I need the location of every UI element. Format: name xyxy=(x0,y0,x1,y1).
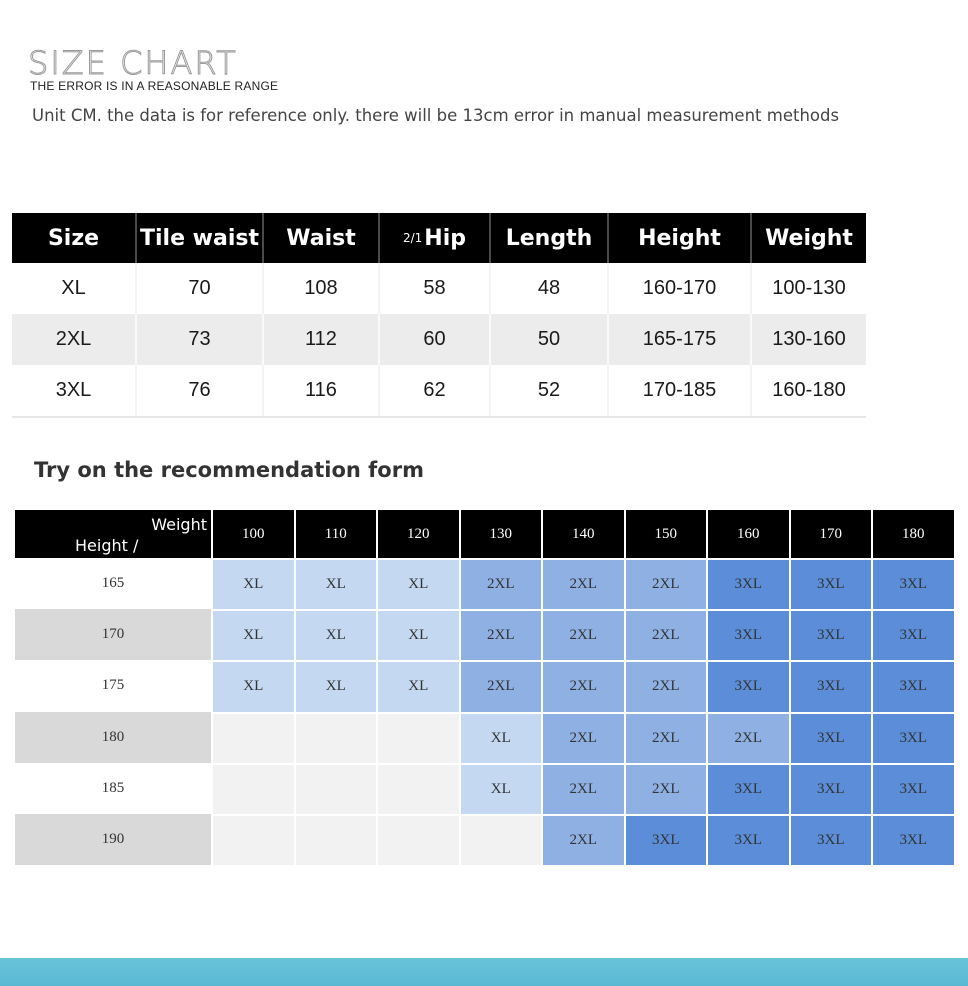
size-recommendation-cell: 2XL xyxy=(706,712,789,763)
table-cell: 165-175 xyxy=(609,314,752,365)
col-header-height: Height xyxy=(609,213,752,263)
height-row-label: 180 xyxy=(15,712,211,763)
size-recommendation-cell: XL xyxy=(211,609,294,660)
size-recommendation-cell: 2XL xyxy=(541,763,624,814)
height-row-label: 170 xyxy=(15,609,211,660)
size-recommendation-cell: 2XL xyxy=(541,609,624,660)
size-recommendation-cell: XL xyxy=(376,609,459,660)
table-cell: 116 xyxy=(264,365,380,416)
size-chart-header xyxy=(28,44,279,93)
size-recommendation-cell: 3XL xyxy=(789,763,872,814)
size-recommendation-cell: 3XL xyxy=(871,814,954,865)
size-recommendation-cell: 2XL xyxy=(541,558,624,609)
col-header-hip xyxy=(380,213,491,263)
table-row xyxy=(12,314,866,365)
size-recommendation-cell: XL xyxy=(211,558,294,609)
size-recommendation-cell xyxy=(376,712,459,763)
weight-header-cell: 100 xyxy=(211,510,294,558)
size-recommendation-cell: 3XL xyxy=(871,609,954,660)
table-cell: 50 xyxy=(491,314,609,365)
table-cell: 160-180 xyxy=(772,379,846,401)
measurement-note: Unit CM. the data is for reference only. there will be 13cm error in manual measurement methods xyxy=(32,106,840,125)
weight-header-cell: 170 xyxy=(789,510,872,558)
height-row-label: 165 xyxy=(15,558,211,609)
table-cell: 108 xyxy=(264,263,380,314)
recommendation-grid xyxy=(15,510,954,865)
size-recommendation-cell: 2XL xyxy=(624,660,707,711)
size-recommendation-cell: 3XL xyxy=(871,558,954,609)
weight-header-cell: 160 xyxy=(706,510,789,558)
table-cell: 130-160 xyxy=(772,328,846,350)
weight-header-cell: 130 xyxy=(459,510,542,558)
size-recommendation-cell: 2XL xyxy=(541,660,624,711)
size-recommendation-cell: 3XL xyxy=(789,558,872,609)
size-table-header xyxy=(12,213,866,263)
size-recommendation-cell: XL xyxy=(294,660,377,711)
table-cell: 70 xyxy=(137,263,264,314)
size-recommendation-cell: 3XL xyxy=(871,763,954,814)
size-recommendation-cell xyxy=(294,763,377,814)
recommendation-title: Try on the recommendation form xyxy=(34,458,424,482)
table-cell: 170-185 xyxy=(609,365,752,416)
table-cell: 3XL xyxy=(12,365,137,416)
size-recommendation-cell: 2XL xyxy=(624,763,707,814)
weight-header-cell: 140 xyxy=(541,510,624,558)
table-divider xyxy=(12,416,866,418)
size-recommendation-cell: 3XL xyxy=(706,814,789,865)
weight-header-cell: 110 xyxy=(294,510,377,558)
bottom-band xyxy=(0,958,968,986)
size-recommendation-cell xyxy=(211,763,294,814)
size-table xyxy=(12,213,866,418)
table-cell: 73 xyxy=(137,314,264,365)
table-cell: 62 xyxy=(380,365,491,416)
col-header-tile-waist: Tile waist xyxy=(137,213,264,263)
size-recommendation-cell xyxy=(376,763,459,814)
table-row xyxy=(12,263,866,314)
size-recommendation-cell: 3XL xyxy=(706,763,789,814)
size-recommendation-cell: XL xyxy=(294,558,377,609)
hip-prefix: 2/1 xyxy=(402,231,423,245)
weight-axis-label: Weight xyxy=(151,515,207,534)
size-recommendation-cell: XL xyxy=(459,763,542,814)
size-recommendation-cell: 2XL xyxy=(624,712,707,763)
table-row xyxy=(12,365,866,416)
size-recommendation-cell: 2XL xyxy=(624,609,707,660)
weight-header-cell: 150 xyxy=(624,510,707,558)
col-header-weight: Weight xyxy=(765,225,853,251)
size-recommendation-cell: XL xyxy=(294,609,377,660)
height-row-label: 175 xyxy=(15,660,211,711)
size-recommendation-cell: 2XL xyxy=(459,660,542,711)
col-header-length: Length xyxy=(491,213,609,263)
size-recommendation-cell: 3XL xyxy=(706,609,789,660)
height-axis-label: Height / xyxy=(75,536,139,555)
size-recommendation-cell: XL xyxy=(459,712,542,763)
table-cell: XL xyxy=(12,263,137,314)
height-row-label: 190 xyxy=(15,814,211,865)
size-recommendation-cell xyxy=(376,814,459,865)
size-recommendation-cell: 3XL xyxy=(706,660,789,711)
table-cell: 48 xyxy=(491,263,609,314)
size-recommendation-cell: 3XL xyxy=(789,814,872,865)
col-header-size: Size xyxy=(12,213,137,263)
grid-corner-header xyxy=(15,510,211,558)
table-cell: 112 xyxy=(264,314,380,365)
size-recommendation-cell: 2XL xyxy=(459,609,542,660)
size-recommendation-cell xyxy=(294,814,377,865)
size-recommendation-cell xyxy=(211,814,294,865)
size-recommendation-cell xyxy=(294,712,377,763)
page-title: SIZE CHART xyxy=(28,44,238,82)
size-recommendation-cell: XL xyxy=(211,660,294,711)
hip-label: Hip xyxy=(424,225,466,251)
size-recommendation-cell: 2XL xyxy=(541,814,624,865)
weight-header-cell: 120 xyxy=(376,510,459,558)
page-subtitle: THE ERROR IS IN A REASONABLE RANGE xyxy=(30,79,279,93)
size-recommendation-cell: XL xyxy=(376,558,459,609)
table-cell: 58 xyxy=(380,263,491,314)
size-recommendation-cell xyxy=(459,814,542,865)
size-recommendation-cell: 3XL xyxy=(706,558,789,609)
size-recommendation-cell: 3XL xyxy=(871,712,954,763)
size-recommendation-cell: 3XL xyxy=(789,609,872,660)
table-cell: 2XL xyxy=(12,314,137,365)
size-recommendation-cell: 2XL xyxy=(459,558,542,609)
height-row-label: 185 xyxy=(15,763,211,814)
size-recommendation-cell xyxy=(211,712,294,763)
size-recommendation-cell: XL xyxy=(376,660,459,711)
size-recommendation-cell: 2XL xyxy=(624,558,707,609)
weight-header-cell: 180 xyxy=(871,510,954,558)
size-recommendation-cell: 3XL xyxy=(624,814,707,865)
size-recommendation-cell: 3XL xyxy=(789,712,872,763)
col-header-waist: Waist xyxy=(264,213,380,263)
table-cell: 52 xyxy=(491,365,609,416)
size-recommendation-cell: 3XL xyxy=(871,660,954,711)
size-recommendation-cell: 2XL xyxy=(541,712,624,763)
size-recommendation-cell: 3XL xyxy=(789,660,872,711)
table-cell: 100-130 xyxy=(772,277,846,299)
table-cell: 60 xyxy=(380,314,491,365)
table-cell: 76 xyxy=(137,365,264,416)
table-cell: 160-170 xyxy=(609,263,752,314)
